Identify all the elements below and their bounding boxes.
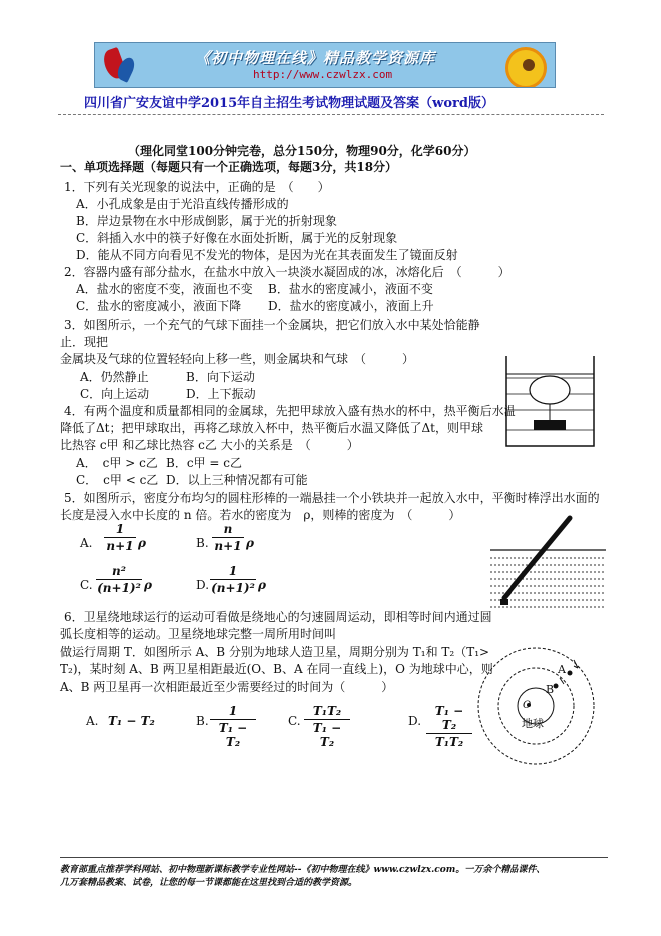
footer-divider	[60, 857, 608, 858]
q1-option-a: A．小孔成象是由于光沿直线传播形成的	[76, 197, 289, 211]
satellite-b-label: B	[546, 683, 555, 696]
q5-option-a-fraction: 1 n+1	[104, 522, 136, 553]
q6-option-b-label: B.	[196, 714, 209, 728]
q5-option-c-label: C.	[80, 578, 93, 592]
q4-option-d: D．以上三种情况都有可能	[166, 473, 308, 487]
q4-option-a: A． c甲 > c乙	[76, 456, 158, 470]
floating-rod-figure	[488, 512, 608, 612]
q5-option-c-rho: ρ	[144, 578, 152, 592]
q6-line-4: T₂)，某时刻 A、B 两卫星相距最近(O、B、A 在同一直线上)，O 为地球中心，则	[60, 662, 493, 676]
q1-option-b: B．岸边景物在水中形成倒影，属于光的折射现象	[76, 214, 337, 228]
q5-line-1: 5．如图所示，密度分布均匀的圆柱形棒的一端悬挂一个小铁块并一起放入水中，平衡时棒浮出水面的	[64, 491, 600, 505]
q2-stem: 2．容器内盛有部分盐水，在盐水中放入一块淡水凝固成的冰，冰熔化后 （ ）	[64, 265, 510, 279]
q6-line-1: 6．卫星绕地球运行的运动可看做是绕地心的匀速圆周运动，即相等时间内通过圆	[64, 610, 492, 624]
page-title: 四川省广安友谊中学2015年自主招生考试物理试题及答案（word版）	[84, 96, 494, 111]
balloon-in-water-figure	[500, 352, 600, 452]
footer-line-2: 几万套精品教案、试卷，让您的每一节课都能在这里找到合适的教学资源。	[60, 878, 358, 888]
q6-option-d-fraction: T₁ − T₂ T₁T₂	[426, 704, 472, 749]
q5-option-a-label: A.	[80, 536, 93, 550]
q3-option-c: C．向上运动	[80, 387, 150, 401]
q6-option-c-fraction: T₁T₂ T₁ − T₂	[304, 704, 350, 749]
q6-option-a-label: A.	[86, 714, 99, 728]
q4-line-3: 比热容 c甲 和乙球比热容 c乙 大小的关系是 （ ）	[60, 438, 359, 452]
footer-line-1: 教育部重点推荐学科网站、初中物理新课标教学专业性网站--《初中物理在线》www.czwlzx.com。一万余个精品课件、	[60, 865, 546, 875]
q4-option-c: C． c甲 < c乙	[76, 473, 159, 487]
q3-option-b: B．向下运动	[186, 370, 255, 384]
banner-url[interactable]: http://www.czwlzx.com	[253, 68, 393, 81]
earth-center-label: O	[523, 700, 532, 711]
q3-option-d: D．上下振动	[186, 387, 256, 401]
title-divider	[58, 114, 604, 115]
q1-option-c: C．斜插入水中的筷子好像在水面处折断，属于光的反射现象	[76, 231, 398, 245]
q5-line-2: 长度是浸入水中长度的 n 倍。若水的密度为 ρ，则棒的密度为 （ ）	[60, 508, 461, 522]
q5-option-a-rho: ρ	[138, 536, 146, 550]
q6-option-a-expression: T₁ − T₂	[108, 714, 155, 728]
q4-line-1: 4．有两个温度和质量都相同的金属球，先把甲球放入盛有热水的杯中，热平衡后水温	[64, 404, 516, 418]
q6-line-3: 做运行周期 T．如图所示 A、B 分别为地球人造卫星，周期分别为 T₁和 T₂（T₁>	[60, 645, 490, 659]
q3-line-2: 止．现把	[60, 335, 109, 349]
q5-option-d-label: D.	[196, 578, 210, 592]
q4-line-2: 降低了Δt；把甲球取出，再将乙球放入杯中，热平衡后水温又降低了Δt，则甲球	[60, 421, 483, 435]
q1-option-d: D．能从不同方向看见不发光的物体，是因为光在其表面发生了镜面反射	[76, 248, 458, 262]
q4-option-b: B．c甲 = c乙	[166, 456, 242, 470]
satellite-a-label: A	[558, 663, 566, 676]
q5-option-b-label: B.	[196, 536, 209, 550]
q5-option-c-fraction: n² (n+1)²	[97, 564, 141, 595]
q3-option-a: A．仍然静止	[80, 370, 149, 384]
site-banner	[94, 42, 556, 88]
q6-option-c-label: C.	[288, 714, 301, 728]
q6-line-2: 弧长度相等的运动。卫星绕地球完整一周所用时间叫	[60, 627, 337, 641]
q6-option-d-label: D.	[408, 714, 422, 728]
q3-line-3: 金属块及气球的位置轻轻向上移一些，则金属块和气球 （ ）	[60, 352, 415, 366]
earth-label: 地球	[522, 717, 544, 730]
q5-option-b-fraction: n n+1	[212, 522, 244, 553]
q6-option-b-fraction: 1 T₁ − T₂	[210, 704, 256, 749]
q5-option-d-rho: ρ	[258, 578, 266, 592]
section-heading: 一、单项选择题（每题只有一个正确选项，每题3分，共18分）	[60, 160, 398, 174]
q5-option-b-rho: ρ	[246, 536, 254, 550]
q5-option-d-fraction: 1 (n+1)²	[211, 564, 255, 595]
q3-line-1: 3．如图所示，一个充气的气球下面挂一个金属块，把它们放入水中某处恰能静	[64, 318, 480, 332]
q2-option-d: D．盐水的密度减小，液面上升	[268, 299, 434, 313]
q2-option-b: B．盐水的密度减小，液面不变	[268, 282, 433, 296]
exam-info: （理化同堂100分钟完卷，总分150分，物理90分，化学60分）	[128, 144, 476, 158]
banner-title: 《初中物理在线》精品教学资源库	[195, 49, 436, 67]
satellite-orbit-figure	[474, 640, 606, 768]
sunflower-center-icon	[523, 59, 535, 71]
q6-line-5: A、B 两卫星再一次相距最近至少需要经过的时间为（ ）	[60, 680, 394, 694]
q1-stem: 1．下列有关光现象的说法中，正确的是 （ ）	[64, 180, 330, 194]
q2-option-a: A．盐水的密度不变，液面也不变	[76, 282, 253, 296]
q2-option-c: C．盐水的密度减小，液面下降	[76, 299, 242, 313]
